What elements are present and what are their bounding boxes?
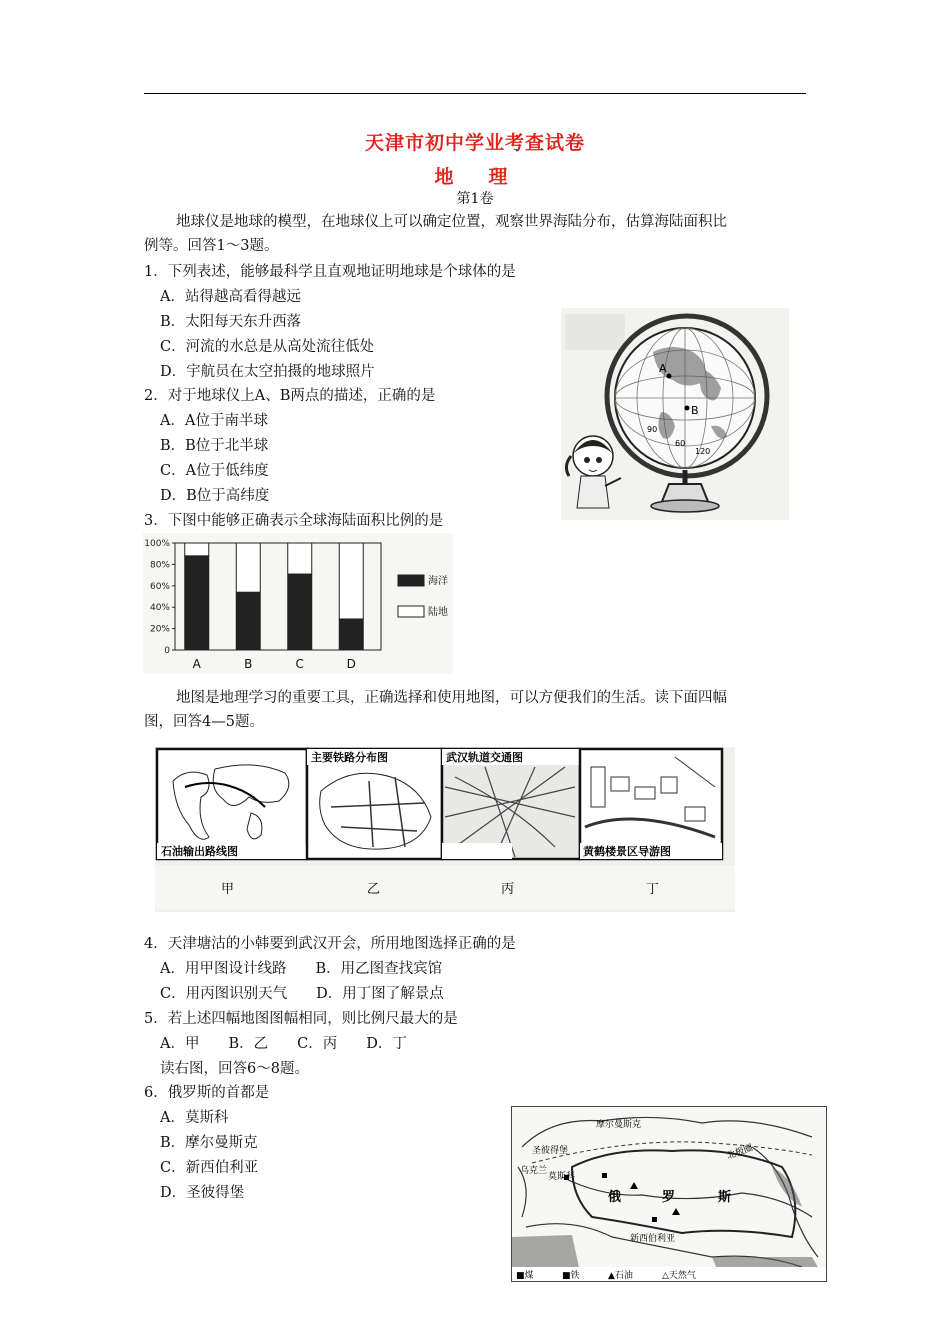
bar-land <box>288 543 312 574</box>
russia-map <box>511 1106 827 1282</box>
bar-ocean <box>288 574 312 650</box>
legend-label-ocean: 海洋 <box>428 576 448 587</box>
q1-option-b: B．太阳每天东升西落 <box>160 314 302 330</box>
label-stpetersburg: 圣彼得堡 <box>532 1146 569 1156</box>
map-yi <box>307 749 442 859</box>
q1-option-d: D．宇航员在太空拍摄的地球照片 <box>160 364 375 380</box>
q1-option-c: C．河流的水总是从高处流往低处 <box>160 339 375 355</box>
map-label-bing: 丙 <box>501 882 515 897</box>
globe-lon-label: 120 <box>695 447 711 456</box>
x-category-label: B <box>244 657 253 671</box>
label-si: 斯 <box>718 1190 732 1205</box>
legend-iron: ■铁 <box>562 1271 580 1281</box>
intro2-line2: 图，回答4—5题。 <box>144 714 264 730</box>
bar-ocean <box>236 592 260 650</box>
q6-option-d: D．圣彼得堡 <box>160 1185 245 1201</box>
x-category-label: C <box>295 657 304 671</box>
q5-options: A．甲 B．乙 C．丙 D．丁 <box>160 1036 407 1052</box>
bar-land <box>236 543 260 592</box>
map-bing <box>442 749 580 859</box>
q4-stem: 4．天津塘沽的小韩要到武汉开会，所用地图选择正确的是 <box>144 936 516 952</box>
y-tick-label: 100% <box>144 539 170 549</box>
legend-gas: △天然气 <box>662 1271 696 1281</box>
intro2-line1: 地图是地理学习的重要工具，正确选择和使用地图，可以方便我们的生活。读下面四幅 <box>176 690 727 706</box>
map-label-yi: 乙 <box>367 882 381 897</box>
label-ukraine: 乌克兰 <box>520 1166 548 1176</box>
map-label-ding: 丁 <box>646 882 660 897</box>
legend-swatch-land <box>398 606 424 617</box>
q6-option-b: B．摩尔曼斯克 <box>160 1135 258 1151</box>
exam-title: 天津市初中学业考查试卷 <box>364 132 585 154</box>
q1-stem: 1．下列表述，能够最科学且直观地证明地球是个球体的是 <box>144 264 516 280</box>
y-tick-label: 0 <box>164 646 170 656</box>
intro3: 读右图，回答6～8题。 <box>160 1061 309 1077</box>
globe-figure <box>561 308 789 520</box>
map-ding <box>580 749 722 859</box>
bar-ocean <box>339 619 363 650</box>
y-tick-label: 60% <box>149 581 170 592</box>
map-label-jia: 甲 <box>221 882 235 897</box>
legend-swatch-ocean <box>398 575 424 586</box>
legend-coal: ■煤 <box>516 1271 534 1281</box>
map-caption-bing: 武汉轨道交通图 <box>446 751 523 764</box>
globe-lon-label: 60 <box>675 439 686 448</box>
intro1-line2: 例等。回答1～3题。 <box>144 238 279 254</box>
label-arctic-circle: 北极圈 <box>725 1143 755 1162</box>
q3-stem: 3．下图中能够正确表示全球海陆面积比例的是 <box>144 513 444 529</box>
q2-option-d: D．B位于高纬度 <box>160 488 270 504</box>
x-category-label: D <box>346 657 356 671</box>
map-caption-yi: 主要铁路分布图 <box>311 751 388 764</box>
q6-option-c: C．新西伯利亚 <box>160 1160 259 1176</box>
y-tick-label: 20% <box>149 624 170 635</box>
q6-stem: 6．俄罗斯的首都是 <box>144 1085 270 1101</box>
map-caption-jia: 石油输出路线图 <box>161 845 238 858</box>
bar-ocean <box>185 556 209 650</box>
map-caption-ding: 黄鹤楼景区导游图 <box>583 845 671 858</box>
legend-label-land: 陆地 <box>428 607 448 618</box>
intro1-line1: 地球仪是地球的模型，在地球仪上可以确定位置，观察世界海陆分布，估算海陆面积比 <box>176 214 727 230</box>
label-murmansk: 摩尔曼斯克 <box>596 1120 642 1130</box>
y-tick-label: 40% <box>149 603 170 614</box>
header-rule <box>144 93 806 94</box>
x-category-label: A <box>192 657 201 671</box>
bar-land <box>339 543 363 619</box>
q4-options-row1: A．用甲图设计线路 B．用乙图查找宾馆 <box>160 961 443 977</box>
q2-option-a: A．A位于南半球 <box>160 413 268 429</box>
q4-options-row2: C．用丙图识别天气 D．用丁图了解景点 <box>160 986 444 1002</box>
q5-stem: 5．若上述四幅地图图幅相同，则比例尺最大的是 <box>144 1011 458 1027</box>
q2-option-b: B．B位于北半球 <box>160 438 269 454</box>
map-jia <box>157 749 307 859</box>
label-novosibirsk: 新西伯利亚 <box>630 1234 676 1244</box>
y-tick-label: 80% <box>149 560 170 571</box>
q2-stem: 2．对于地球仪上A、B两点的描述，正确的是 <box>144 388 436 404</box>
label-e: 俄 <box>608 1190 622 1205</box>
globe-lon-label: 90 <box>647 425 658 434</box>
legend-oil: ▲石油 <box>608 1271 633 1281</box>
subject-title: 地 理 <box>434 166 516 188</box>
globe-point-b: B <box>691 404 699 417</box>
label-moscow: 莫斯科 <box>548 1172 576 1182</box>
volume-label: 第1卷 <box>456 191 494 207</box>
globe-point-a: A <box>659 362 667 375</box>
maps-strip <box>155 747 735 912</box>
land-sea-chart <box>143 533 453 674</box>
label-luo: 罗 <box>662 1190 676 1205</box>
q6-option-a: A．莫斯科 <box>160 1110 229 1126</box>
bar-land <box>185 543 209 556</box>
q1-option-a: A．站得越高看得越远 <box>160 289 301 305</box>
q2-option-c: C．A位于低纬度 <box>160 463 269 479</box>
